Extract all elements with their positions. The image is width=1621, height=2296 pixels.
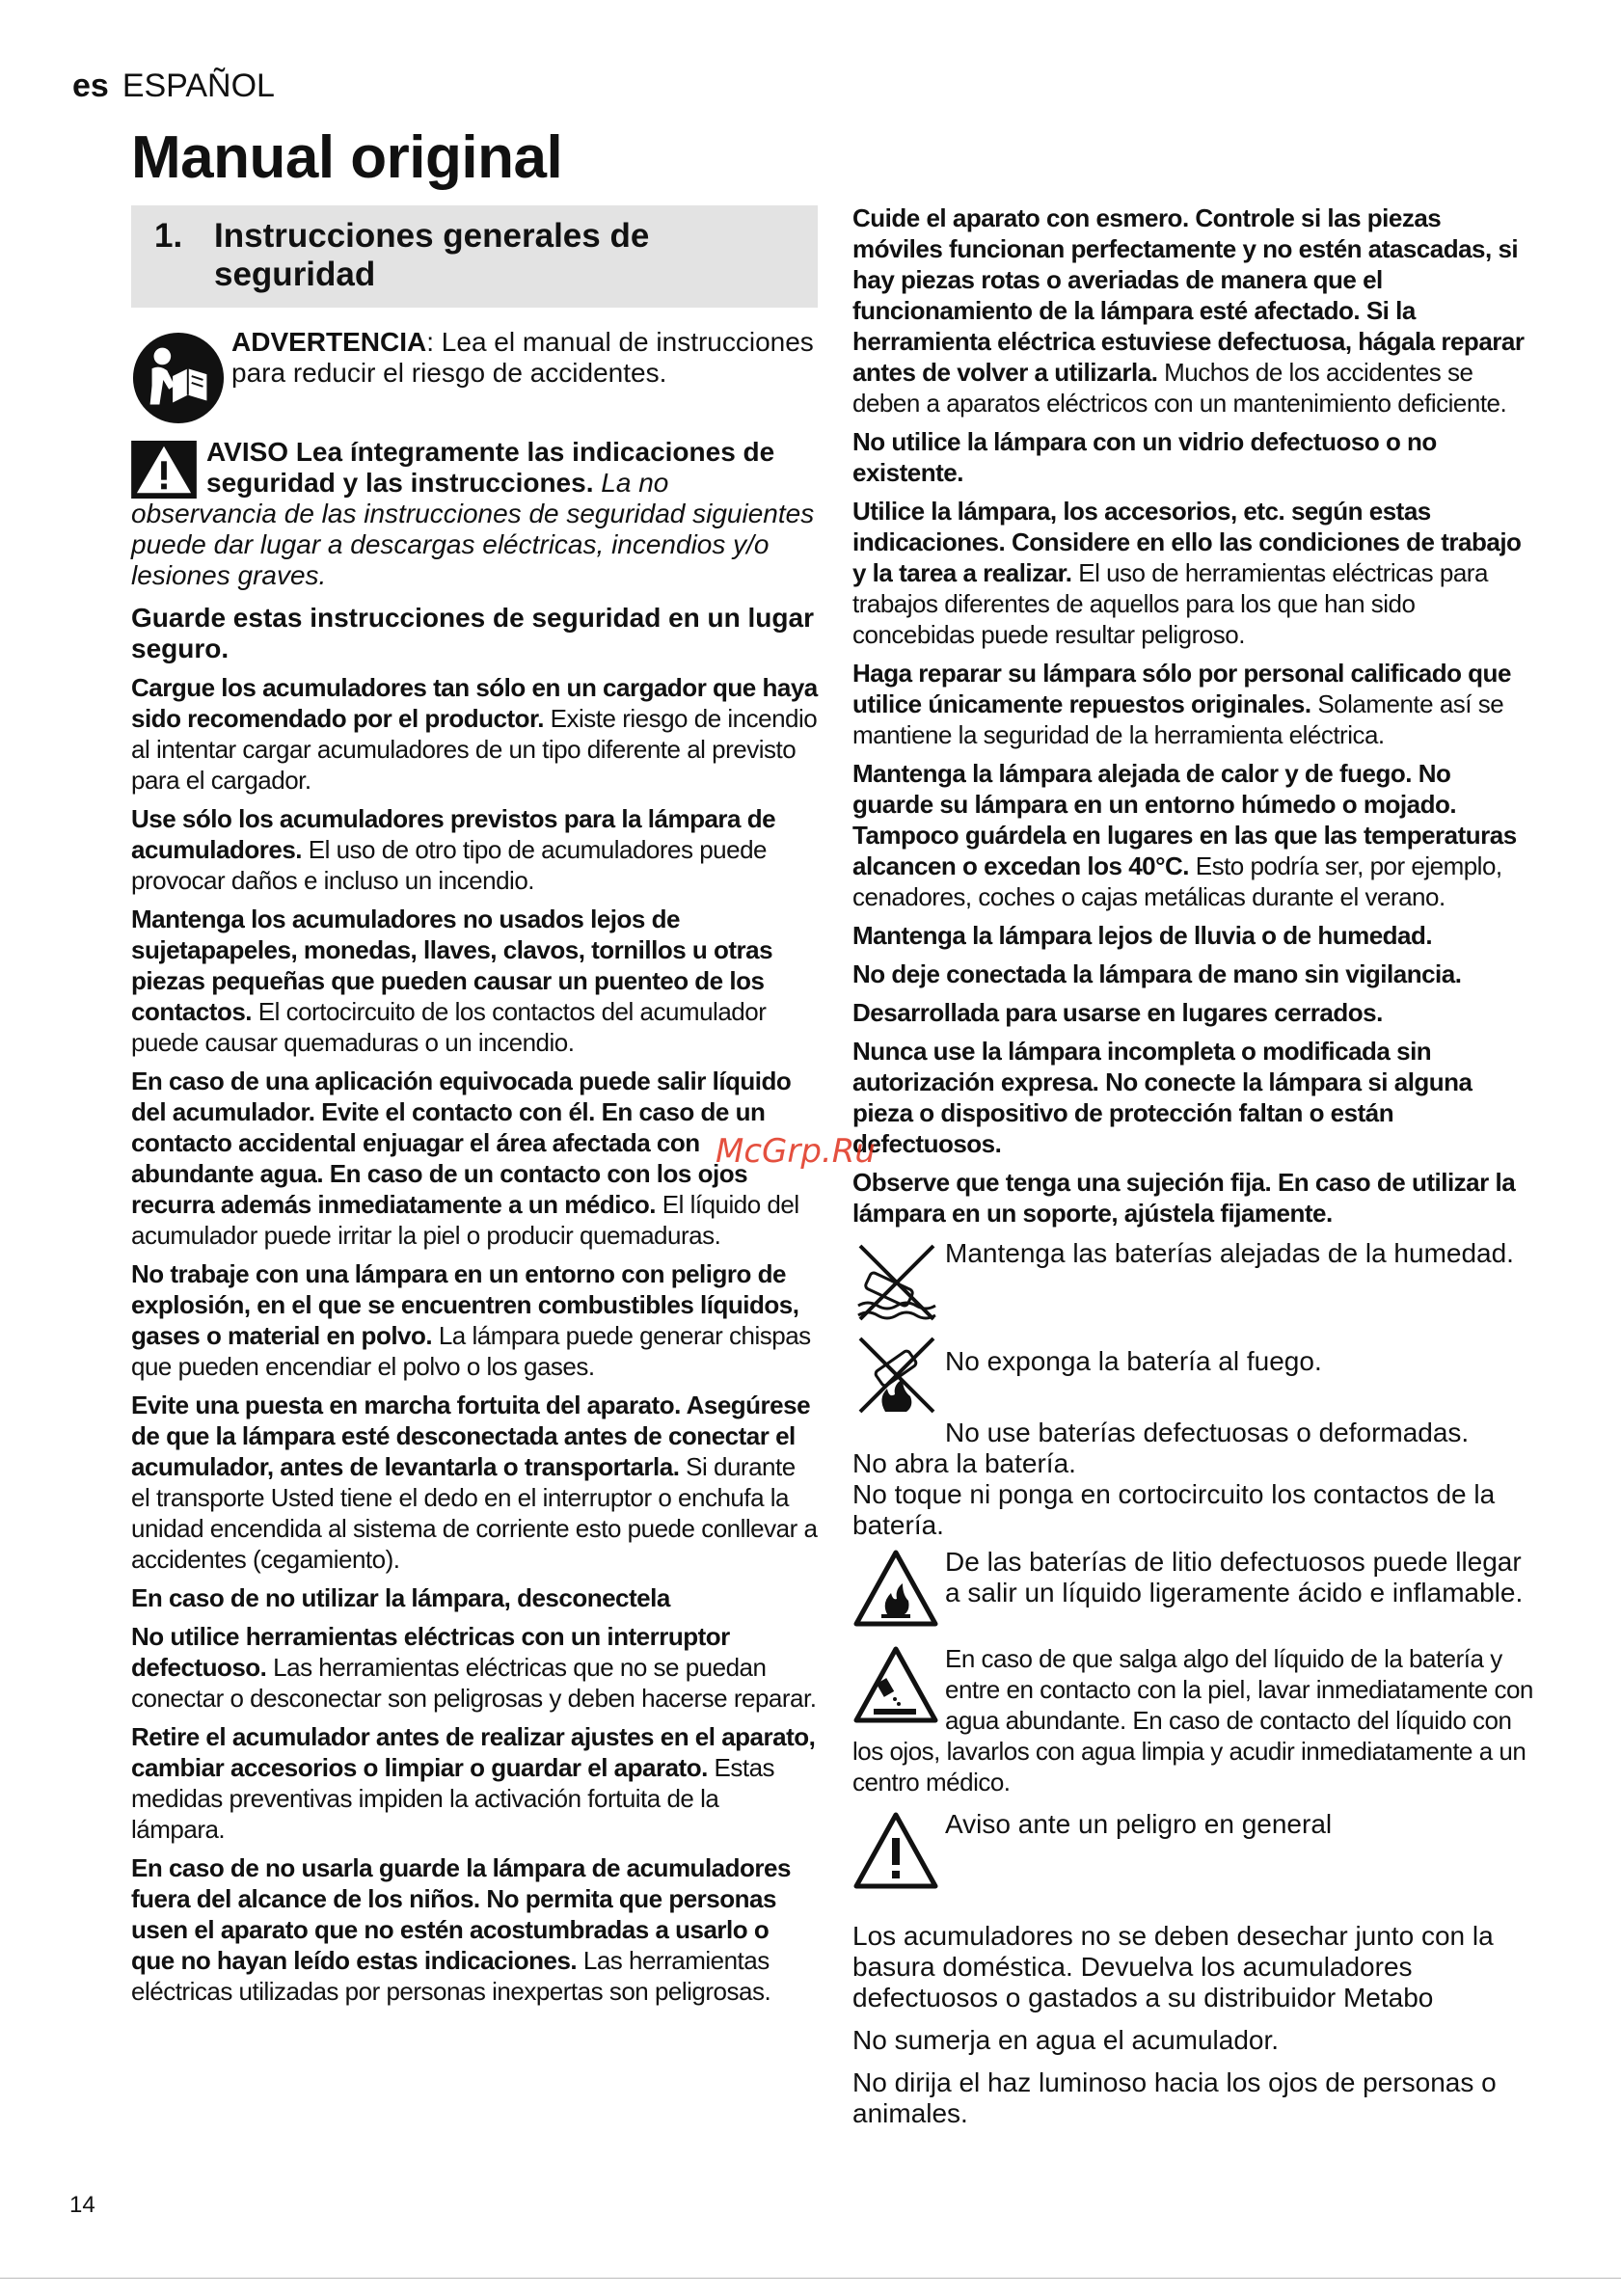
watermark: McGrp.Ru — [716, 1132, 876, 1171]
page-number: 14 — [69, 2192, 95, 2218]
warning-triangle-icon — [131, 441, 197, 499]
symbol-general — [852, 1809, 1537, 1896]
battery-defect-block — [852, 1418, 1537, 1541]
guarde-paragraph: Guarde estas instrucciones de seguridad en un lugar seguro. — [131, 603, 814, 663]
aviso-paragraph — [131, 437, 818, 591]
battery-contacts-line: No toque ni ponga en cortocircuito los contactos de la batería. — [852, 1479, 1496, 1540]
advertencia-label: ADVERTENCIA — [231, 327, 427, 357]
battery-open-line: No abra la batería. — [852, 1448, 1076, 1478]
paragraph-7: En caso de no utilizar la lámpara, desconectela — [131, 1583, 670, 1612]
paragraph-1: Cargue los acumuladores tan sólo en un cargador que haya sido recomendado por el productor. Existe riesgo de incendio al intentar cargar acumuladores de un tipo diferente al previsto para el cargador. — [131, 673, 818, 795]
paragraph-3: Mantenga los acumuladores no usados lejos de sujetapapeles, monedas, llaves, clavos, tornillos u otras piezas pequeñas que pueden causar un puenteo de los contactos. El cortocircuito de los contactos del acumulador puede causar quemaduras o un incendio. — [131, 905, 773, 1057]
paragraph-8: No utilice herramientas eléctricas con un interruptor defectuoso. Las herramientas eléctricas que no se puedan conectar o desconectar son peligrosas y deben hacerse reparar. — [131, 1622, 817, 1713]
submerge-paragraph: No sumerja en agua el acumulador. — [852, 2025, 1280, 2055]
right-paragraph-3: Utilice la lámpara, los accesorios, etc. según estas indicaciones. Considere en ello las condiciones de trabajo y la tarea a realizar. El uso de herramientas eléctricas para trabajos diferentes de aquellos para los que han sido concebidas puede resultar peligroso. — [852, 497, 1522, 649]
section-heading — [131, 205, 818, 308]
aviso-bold: AVISO Lea íntegramente las indicaciones de seguridad y las instrucciones. — [206, 437, 775, 498]
paragraph-10: En caso de no usarla guarde la lámpara de acumuladores fuera del alcance de los niños. No permita que personas usen el aparato que no estén acostumbradas a usarlo o que no hayan leído estas indicaciones. Las herramientas eléctricas utilizadas por personas inexpertas son peligrosas. — [131, 1853, 791, 2006]
right-paragraph-4: Haga reparar su lámpara sólo por personal calificado que utilice únicamente repuestos originales. Solamente así se mantiene la seguridad de la herramienta eléctrica. — [852, 659, 1511, 749]
right-paragraph-10: Observe que tenga una sujeción fija. En caso de utilizar la lámpara en un soporte, ajústela fijamente. — [852, 1168, 1516, 1228]
symbol-fire — [852, 1331, 1537, 1418]
right-paragraph-9: Nunca use la lámpara incompleta o modificada sin autorización expresa. No conecte la lámpara si alguna pieza o dispositivo de protección faltan o están defectuosos. — [852, 1037, 1472, 1158]
read-manual-icon — [131, 331, 226, 425]
right-column — [852, 203, 1537, 2137]
symbol-moisture — [852, 1238, 1537, 1325]
right-paragraph-2: No utilice la lámpara con un vidrio defectuoso o no existente. — [852, 427, 1437, 487]
corrosive-warning-icon — [852, 1643, 939, 1730]
page-title: Manual original — [131, 124, 563, 191]
paragraph-9: Retire el acumulador antes de realizar ajustes en el aparato, cambiar accesorios o limpiar o guardar el aparato. Estas medidas preventivas impiden la activación fortuita de la lámpara. — [131, 1722, 816, 1844]
disposal-paragraph: Los acumuladores no se deben desechar junto con la basura doméstica. Devuelva los acumuladores defectuosos o gastados a su distribuidor Metabo — [852, 1921, 1494, 2012]
symbol-fire-text: No exponga la batería al fuego. — [945, 1346, 1322, 1376]
paragraph-2: Use sólo los acumuladores previstos para la lámpara de acumuladores. El uso de otro tipo de acumuladores puede provocar daños e incluso un incendio. — [131, 804, 776, 895]
aviso-italic: La no observancia de las instrucciones de seguridad siguientes puede dar lugar a descargas eléctricas, incendios y/o lesiones graves. — [131, 468, 815, 590]
paragraph-5: No trabaje con una lámpara en un entorno con peligro de explosión, en el que se encuentren combustibles líquidos, gases o material en polvo. La lámpara puede generar chispas que pueden encendiar el polvo o los gases. — [131, 1259, 811, 1381]
beam-paragraph: No dirija el haz luminoso hacia los ojos de personas o animales. — [852, 2067, 1497, 2128]
symbol-corrosive-block — [852, 1643, 1537, 1797]
right-paragraph-6: Mantenga la lámpara lejos de lluvia o de humedad. — [852, 921, 1433, 950]
right-paragraph-8: Desarrollada para usarse en lugares cerrados. — [852, 998, 1383, 1027]
advertencia-text: : Lea el manual de instrucciones para reducir el riesgo de accidentes. — [231, 327, 814, 388]
right-paragraph-5: Mantenga la lámpara alejada de calor y de fuego. No guarde su lámpara en un entorno húmedo o mojado. Tampoco guárdela en lugares en las que las temperaturas alcancen o excedan los 40°C. Esto podría ser, por ejemplo, cenadores, coches o cajas metálicas durante el verano. — [852, 759, 1517, 911]
symbol-flammable — [852, 1547, 1537, 1634]
general-warning-icon — [852, 1809, 939, 1896]
language-header — [72, 68, 275, 105]
symbol-general-text: Aviso ante un peligro en general — [945, 1809, 1333, 1839]
paragraph-6: Evite una puesta en marcha fortuita del aparato. Asegúrese de que la lámpara esté desconectada antes de conectar el acumulador, antes de levantarla o transportarla. Si durante el transporte Usted tiene el dedo en el interruptor o enchufa la unidad encendida al sistema de corriente esto puede conllevar a accidentes (cegamiento). — [131, 1391, 818, 1574]
no-moisture-icon — [852, 1238, 939, 1325]
flammable-warning-icon — [852, 1547, 939, 1634]
symbol-flammable-text: De las baterías de litio defectuosos puede llegar a salir un líquido ligeramente ácido e inflamable. — [945, 1547, 1524, 1607]
no-fire-icon — [852, 1331, 939, 1418]
battery-defect-line: No use baterías defectuosas o deformadas. — [945, 1418, 1470, 1447]
symbol-corrosive-text: En caso de que salga algo del líquido de la batería y entre en contacto con la piel, lavar inmediatamente con agua abundante. En caso de contacto del líquido con los ojos, lavarlos con agua limpia y acudir inmediatamente a un centro médico. — [852, 1644, 1533, 1796]
section-number: 1. — [154, 217, 183, 255]
bottom-rule — [0, 2278, 1621, 2279]
symbol-moisture-text: Mantenga las baterías alejadas de la humedad. — [945, 1238, 1514, 1268]
right-paragraph-7: No deje conectada la lámpara de mano sin vigilancia. — [852, 959, 1462, 988]
language-name: ESPAÑOL — [122, 68, 275, 104]
advertencia-block — [131, 327, 818, 425]
section-title: Instrucciones generales de seguridad — [214, 217, 650, 293]
paragraph-4: En caso de una aplicación equivocada puede salir líquido del acumulador. Evite el contacto con él. En caso de un contacto accidental enjuagar el área afectada con abundante agua. En caso de un contacto con los ojos recurra además inmediatamente a un médico. El líquido del acumulador puede irritar la piel o producir quemaduras. — [131, 1067, 799, 1250]
left-column — [131, 205, 818, 2014]
right-paragraph-1: Cuide el aparato con esmero. Controle si las piezas móviles funcionan perfectamente y no estén atascadas, si hay piezas rotas o averiadas de manera que el funcionamiento de la lámpara esté afectado. Si la herramienta eléctrica estuviese defectuosa, hágala reparar antes de volver a utilizarla. Muchos de los accidentes se deben a aparatos eléctricos con un mantenimiento deficiente. — [852, 203, 1525, 418]
language-code: es — [72, 68, 109, 104]
